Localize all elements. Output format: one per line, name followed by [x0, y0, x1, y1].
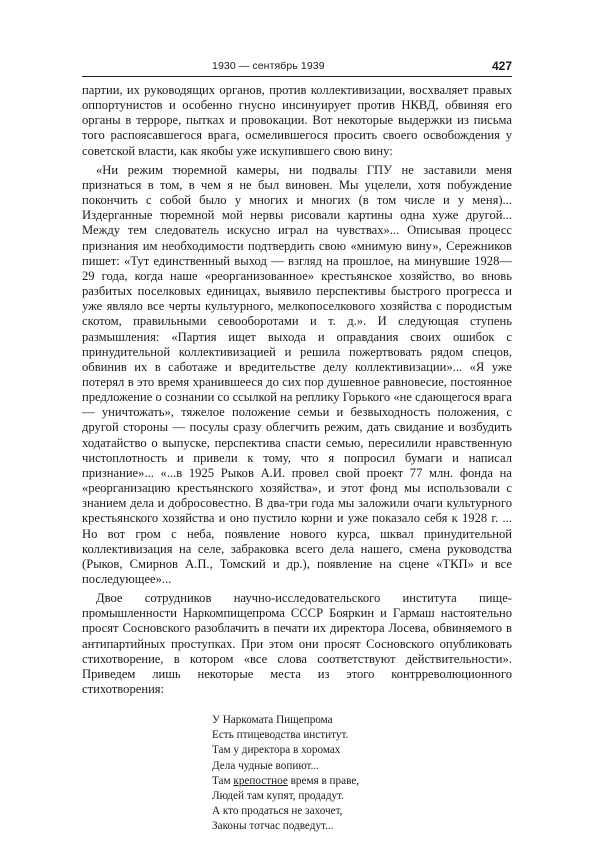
poem-line: А кто продаться не захочет,: [212, 804, 343, 817]
poem-excerpt: [212, 713, 512, 834]
poem-line-part: Там: [212, 774, 234, 787]
poem-line-part: время в праве,: [287, 774, 360, 787]
poem-line: Там у директора в хоромах: [212, 744, 341, 757]
main-text: [82, 83, 512, 697]
paragraph-quote: «Ни режим тюремной камеры, ни подвалы ГПУ не заставили меня признаться в том, в чем я не был виновен. Мы уцелели, хотя побуждение покончить с собой было у многих и многих (в том числе и у меня)... Издерганные тюремной мой нервы рисовали картины одна хуже другой... Между тем следователь искусно играл на чувствах»... Описывая процесс признания им необходимости подтвердить свою «мнимую вину», Сережников пишет: «Тут единственный выход — взгляд на прошлое, на минувшие 1928—29 года, когда наше «реорганизованное» крестьянское хозяйство, во вновь разбитых поселковых единицах, выявило перспективы быстрого прогресса и уже являло все черты культурного, мелкопоселкового хозяйства с породистым скотом, правильными севооборотами и т. д.». И следующая ступень размышления: «Партия ищет выхода и оправдания своих ошибок с принудительной коллективизацией и решила пожертвовать рядом спецов, обвинив их в саботаже и вредительстве делу коллективизации»... «Я уже потерял в это время хранившееся до сих пор душевное равновесие, постоянное предложение о сознании со ссылкой на реплику Горького «не сдающегося врага — уничтожать», тяжелое положение семьи и безвыходность положения, с другой стороны — посулы сразу облегчить режим, дать свидание и возбудить ходатайство о выпуске, перспектива спасти семью, пересилили нравственную чистоплотность и привели к тому, что я попросил бумаги и написал признание»... «...в 1925 Рыков А.И. провел свой проект 77 млн. фонда на «реорганизацию крестьянского хозяйства», и этот фонд мы использовали с знанием дела и добросовестно. В два-три года мы заложили очаги культурного крестьянского хозяйства и оно пустило корни и уже показало себя к 1928 г. ... Но вот гром с неба, появление нового курса, шквал принудительной коллективизация на селе, забраковка всего дела нашего, смена руководства (Рыков, Смирнов А.П., Томский и др.), появление на сцене «ТКП» и все последующее»...: [82, 162, 512, 586]
book-page: [82, 58, 512, 834]
poem-line: У Наркомата Пищепрома: [212, 714, 333, 727]
poem-line: Дела чудные вопиют...: [212, 759, 319, 772]
underlined-word: крепостное: [233, 774, 288, 787]
paragraph-employees: Двое сотрудников научно-исследовательского института пище-промышленности Наркомпищепрома СССР Бояркин и Гармаш настоятельно просят Сосновского разоблачить в печати их директора Лосева, обвиняемого в антипартийных проступках. При этом они просят Сосновского опубликовать стихотворение, в котором «все слова соответствуют действительности». Приведем лишь некоторые места из этого контрреволюционного стихотворения:: [82, 591, 512, 697]
chapter-range: 1930 — сентябрь 1939: [212, 60, 325, 72]
poem-line: Людей там купят, продадут.: [212, 789, 344, 802]
poem-line: Есть птицеводства институт.: [212, 729, 349, 742]
running-header: [82, 58, 512, 77]
poem-line-underlined: [212, 774, 512, 789]
poem-line: Законы тотчас подведут...: [212, 819, 334, 832]
paragraph-continuation: партии, их руководящих органов, против коллективизации, восхваляет правых оппортунистов и особенно гнусно инсинуирует против НКВД, обвиняя его органы в терроре, пытках и провокации. Вот некоторые выдержки из письма того распоясавшегося врага, осмелившегося просить своего освобождения у советской власти, как якобы уже искупившего свою вину:: [82, 83, 512, 158]
page-number: 427: [491, 59, 512, 73]
